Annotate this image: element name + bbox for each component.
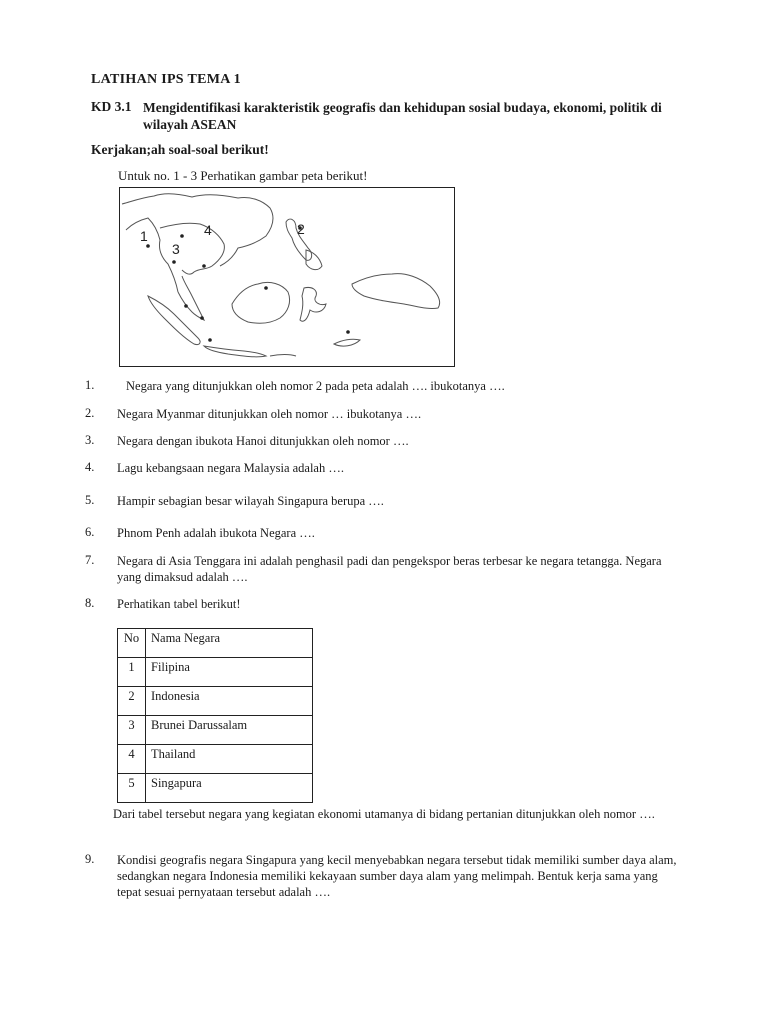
map-label-2: 2 — [297, 221, 305, 237]
table-cell-no: 5 — [118, 774, 146, 803]
page-title: LATIHAN IPS TEMA 1 — [91, 72, 241, 87]
question-text: Negara yang ditunjukkan oleh nomor 2 pada peta adalah …. ibukotanya …. — [126, 379, 505, 393]
table-row — [118, 716, 313, 745]
question-text: Kondisi geografis negara Singapura yang kecil menyebabkan negara tersebut tidak memiliki sumber daya alam, sedangkan negara Indonesia memiliki kekayaan sumber daya alam yang melimpah. Bentuk kerja sama yang tepat sesuai pernyataan tersebut adalah …. — [117, 853, 677, 899]
question-text: Negara dengan ibukota Hanoi ditunjukkan oleh nomor …. — [117, 434, 409, 448]
table-cell-country: Indonesia — [146, 687, 313, 716]
question-number: 4. — [85, 460, 95, 474]
sumatra-island — [148, 296, 200, 345]
question-text: Hampir sebagian besar wilayah Singapura berupa …. — [117, 494, 384, 508]
map-label-4: 4 — [204, 222, 212, 238]
table-header-country: Nama Negara — [146, 629, 313, 658]
map-dot — [202, 264, 206, 268]
map-dot — [208, 338, 212, 342]
instruction: Kerjakan;ah soal-soal berikut! — [91, 142, 269, 157]
map-dot — [180, 234, 184, 238]
table-row — [118, 687, 313, 716]
table-header-no: No — [118, 629, 146, 658]
question-number: 3. — [85, 433, 95, 447]
southeast-asia-map — [119, 187, 455, 367]
sulawesi-island — [300, 287, 326, 321]
java-island — [204, 346, 266, 357]
map-dot — [264, 286, 268, 290]
table-row — [118, 745, 313, 774]
map-drawing — [120, 188, 453, 365]
question-text: Negara Myanmar ditunjukkan oleh nomor … ibukotanya …. — [117, 407, 422, 421]
question-8-followup: Dari tabel tersebut negara yang kegiatan ekonomi utamanya di bidang pertanian ditunjukkan oleh nomor …. — [113, 807, 655, 821]
table-cell-no: 3 — [118, 716, 146, 745]
table-cell-no: 2 — [118, 687, 146, 716]
map-label-3: 3 — [172, 241, 180, 257]
nusa-tenggara — [270, 355, 296, 357]
table-cell-country: Thailand — [146, 745, 313, 774]
question-number: 7. — [85, 553, 95, 567]
map-dot — [184, 304, 188, 308]
malay-peninsula — [178, 276, 204, 320]
question-number: 2. — [85, 406, 95, 420]
table-row — [118, 658, 313, 687]
kd-description: Mengidentifikasi karakteristik geografis dan kehidupan sosial budaya, ekonomi, politik di wilayah ASEAN — [143, 100, 662, 132]
map-instruction: Untuk no. 1 - 3 Perhatikan gambar peta berikut! — [118, 168, 368, 183]
question-text: Lagu kebangsaan negara Malaysia adalah …. — [117, 461, 344, 475]
papua-island — [352, 274, 440, 309]
question-number: 6. — [85, 525, 95, 539]
question-number: 9. — [85, 852, 95, 866]
question-number: 1. — [85, 378, 95, 392]
table-cell-no: 4 — [118, 745, 146, 774]
question-text: Negara di Asia Tenggara ini adalah penghasil padi dan pengekspor beras terbesar ke negara tetangga. Negara yang dimaksud adalah …. — [117, 554, 662, 584]
map-dot — [146, 244, 150, 248]
table-header-row — [118, 629, 313, 658]
myanmar-coast — [126, 218, 178, 292]
table-row — [118, 774, 313, 803]
country-table — [117, 628, 313, 803]
map-label-1: 1 — [140, 228, 148, 244]
table-cell-country: Brunei Darussalam — [146, 716, 313, 745]
borneo-island — [232, 282, 290, 323]
table-cell-country: Filipina — [146, 658, 313, 687]
question-number: 8. — [85, 596, 95, 610]
map-dot — [172, 260, 176, 264]
table-cell-no: 1 — [118, 658, 146, 687]
table-cell-country: Singapura — [146, 774, 313, 803]
question-text: Perhatikan tabel berikut! — [117, 597, 241, 611]
timor-island — [334, 339, 360, 346]
kd-code: KD 3.1 — [91, 99, 132, 114]
map-dot — [346, 330, 350, 334]
question-text: Phnom Penh adalah ibukota Negara …. — [117, 526, 315, 540]
map-dot — [200, 316, 204, 320]
question-number: 5. — [85, 493, 95, 507]
